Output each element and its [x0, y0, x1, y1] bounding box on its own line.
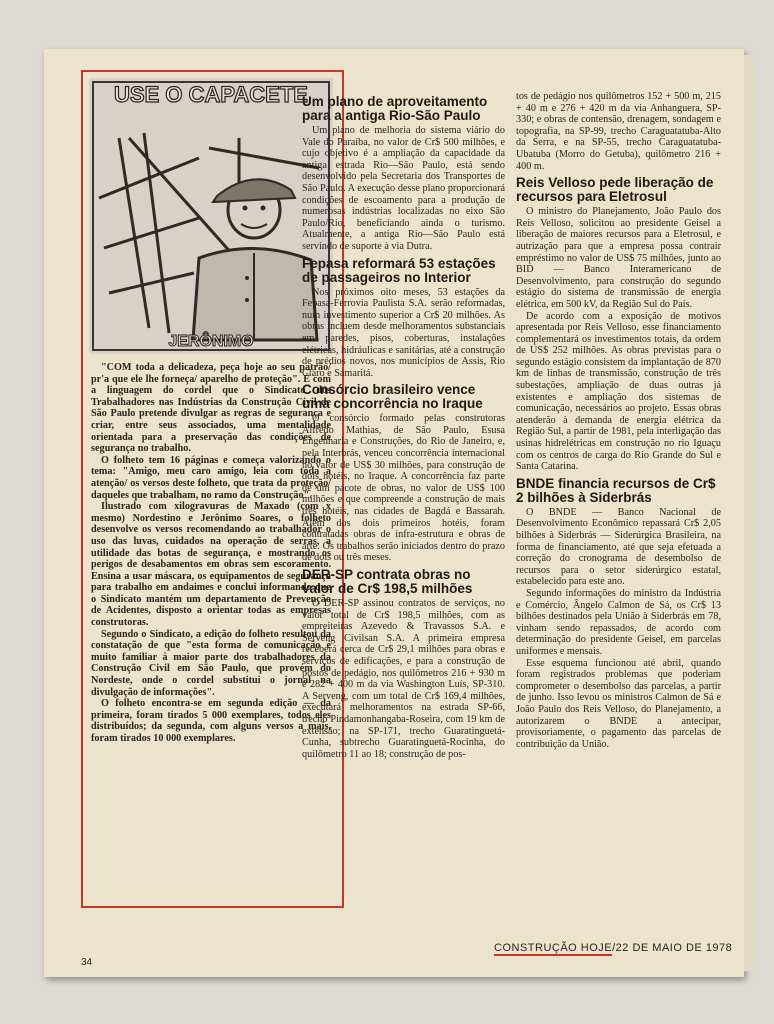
- page-number: 34: [81, 957, 93, 968]
- article-body: O ministro do Planejamento, João Paulo dos Reis Velloso, solicitou ao presidente Geisel a liberação de maiores recursos para a Eletrosul, e autrização para que a empresa possa contrair empréstimo no valor de US$ 75 milhões, junto ao BID — Banco Interamericano de Desenvolvimento, para construção do segundo estágio do sistema de transmissão de energia elétrica, em 500 kV, da Região Sul do País.: [516, 206, 721, 310]
- sidebar-paragraph: O folheto tem 16 páginas e começa valorizando o tema: "Amigo, meu caro amigo, leia com toda a atenção/ os versos deste folheto, que trata da proteção/ daqueles que trabalham, no ramo da Construção".: [91, 454, 331, 501]
- right-column: [516, 91, 721, 750]
- article-body: tos de pedágio nos quilômetros 152 + 500 m, 215 + 40 m e 276 + 420 m da via Anhanguera, SP-330; e obras de contensão, drenagem, sondagem e topografia, na SP-99, trecho Caraguatatuba-Alto da Serra, e na SP-55, trecho Caraguatatuba-Ubatuba (Morro do Getuba), quilômetro 216 + 400 m.: [516, 91, 721, 172]
- sidebar-paragraph: Segundo o Sindicato, a edição do folheto resultou da constatação de que "esta forma de comunicação é muito familiar à maior parte dos trabalhadores da Construção Civil em São Paulo, que provém do Nordeste, onde o cordel substitui o jornal na divulgação de informações".: [91, 628, 331, 698]
- magazine-page: [44, 49, 744, 977]
- sidebar-text: [91, 362, 331, 745]
- sidebar-paragraph: Ilustrado com xilogravuras de Maxado (com x mesmo) Nordestino e Jerônimo Soares, o folheto desenvolve os versos recomendando ao trabalhador o uso das luvas, cuidados na operação de serras, a utilidade das botas de segurança, e mostrando os perigos de desabamentos em obras sem escoramento. Ensina a usar máscara, os equipamentos de segurança para trabalho em andaimes e conclui informando que o Sindicato mantém um departamento de Prevenção de Acidentes, disposto a orientar todas as empresas construtoras.: [91, 501, 331, 629]
- article-headline: Consórcio brasileiro vence uma concorrência no Iraque: [302, 382, 483, 412]
- publication-footer: [494, 942, 732, 954]
- article-headline: DER-SP contrata obras no valor de Cr$ 198,5 milhões: [302, 567, 473, 596]
- article-headline: Fepasa reformará 53 estações de passageiros no Interior: [302, 255, 496, 285]
- article-headline: BNDE financia recursos de Cr$ 2 bilhões à Siderbrás: [516, 475, 716, 505]
- article-headline: Um plano de aproveitamento para a antiga Rio-São Paulo: [302, 94, 488, 123]
- article-body: O DER-SP assinou contratos de serviços, no valor total de Cr$ 198,5 milhões, com as empreiteiras Azevedo & Travassos S.A. e Serveng Civilsan S.A. A primeira empresa receberá cerca de Cr$ 29,1 milhões para obras e serviços de edificações, e para a construção de postos de pedágio, nos quilômetros 216 + 930 m e 282 + 400 m da via Washington Luís, SP-310. A Serveng, com um total de Cr$ 169,4 milhões, executará melhoramentos na estrada SP-66, trecho Pindamonhangaba-Roseira, com 19 km de extensão; na SP-171, trecho Guaratinguetá-Cunha, subtrecho Guaratinguetá-Rocinha, do quilômetro 11 ao 18; construção de pos-: [302, 598, 505, 760]
- article-headline: Reis Velloso pede liberação de recursos para Eletrosul: [516, 175, 714, 205]
- article-body: O BNDE — Banco Nacional de Desenvolvimento Econômico repassará Cr$ 2,05 bilhões à Siderbrás — Siderúrgica Brasileira, na forma de financiamento, até que seja efetuada a correção do cronograma de desembolso de recursos para o setor siderúrgico estatal, estabelecido para este ano.: [516, 506, 721, 588]
- article-body: O consórcio formado pelas construtoras Alfredo Mathias, de São Paulo, Esusa Engenharia e Construções, do Rio de Janeiro, e, pela Interbrás, venceu concorrência internacional no valor de US$ 30 milhões, para construção de dois hotéis, no Iraque. A concorrência faz parte de um pacote de obras, no valor de US$ 100 milhões e que compreende a construção de mais três hotéis, nas cidades de Bagdá e Bassarah. Além dos dois primeiros hotéis, foram contratadas obras de infra-estrutura e obras de arte. Os trabalhos serão iniciados dentro do prazo de dois ou três meses.: [302, 413, 505, 564]
- article-body: Esse esquema funcionou até abril, quando foram registrados problemas que poderiam comprometer o desembolso das parcelas, a partir de junho. Isso levou os ministros Calmon de Sá e João Paulo dos Reis Velloso, do Planejamento, a autorizarem o BNDE a antecipar, provisoriamente, o pagamento das parcelas de contribuição da União.: [516, 657, 721, 750]
- article-body: Um plano de melhoria do sistema viário do Vale do Paraíba, no valor de Cr$ 500 milhões, e cujo objetivo é a ampliação da capacidade da antiga estrada Rio—São Paulo, está sendo desenvolvido pela Secretaria dos Transportes de São Paulo. A execução desse plano proporcionará condições de escoamento para a produção de numerosas indústrias localizadas no eixo São Paulo/Rio, beneficiando ainda o turismo. Atualmente, a antiga Rio—São Paulo está servindo de suporte à via Dutra.: [302, 125, 505, 252]
- article-body: De acordo com a exposição de motivos apresentada por Reis Velloso, esse financiamento complementará os investimentos totais, da ordem de US$ 252 milhões. As obras previstas para o segundo estágio consistem da implantação de 870 km de linhas de transmissão, construção de três subestações, ampliação de duas outras já existentes e ampliação dos sistemas de comunicação, necessários ao projeto. Essas obras atenderão à demanda de energia elétrica da Região Sul, a partir de 1981, pela interligação das usinas hidrelétricas em construção no rio Iguaçu com os centros de carga do Rio Grande do Sul e Santa Catarina.: [516, 310, 721, 473]
- article-body: Nos próximos oito meses, 53 estações da Fepasa-Ferrovia Paulista S.A. serão reformadas, num investimento superior a Cr$ 20 milhões. As obras incluem desde melhoramentos substanciais em paredes, pisos, coberturas, instalações elétricas, hidráulicas e sanitárias, até a construção de prédios novos, nos municípios de Assis, Rio Claro e Samaritá.: [302, 286, 505, 379]
- woodcut-title: USE O CAPACETE: [114, 82, 308, 107]
- woodcut-illustration: [89, 78, 333, 354]
- woodcut-signature: JERÔNIMO: [168, 333, 254, 350]
- sidebar-paragraph: O folheto encontra-se em segunda edição — da primeira, foram tirados 5 000 exemplares, todos eles distribuídos; da segunda, com alguns versos a mais, foram tirados 10 000 exemplares.: [91, 698, 331, 744]
- middle-column: [302, 91, 505, 760]
- publication-date: /22 DE MAIO DE 1978: [612, 942, 733, 954]
- publication-name: CONSTRUÇÃO HOJE: [494, 942, 613, 954]
- sidebar-paragraph: "COM toda a delicadeza, peça hoje ao seu patrão/ pr'a que ele lhe forneça/ aparelho de proteção". É com a linguagem do cordel que o Sindicato dos Trabalhadores nas Indústrias da Construção Civil de São Paulo pretende divulgar as regras de segurança e criar, entre seus associados, uma mentalidade orientada para a preservação das condições de segurança no trabalho.: [91, 362, 331, 455]
- article-body: Segundo informações do ministro da Indústria e Comércio, Ângelo Calmon de Sá, os Cr$ 13 bilhões destinados pela União à Siderbrás em 78, vinham sendo repassados, de acordo com determinação do presidente Geisel, em parcelas uniformes e mensais.: [516, 587, 721, 657]
